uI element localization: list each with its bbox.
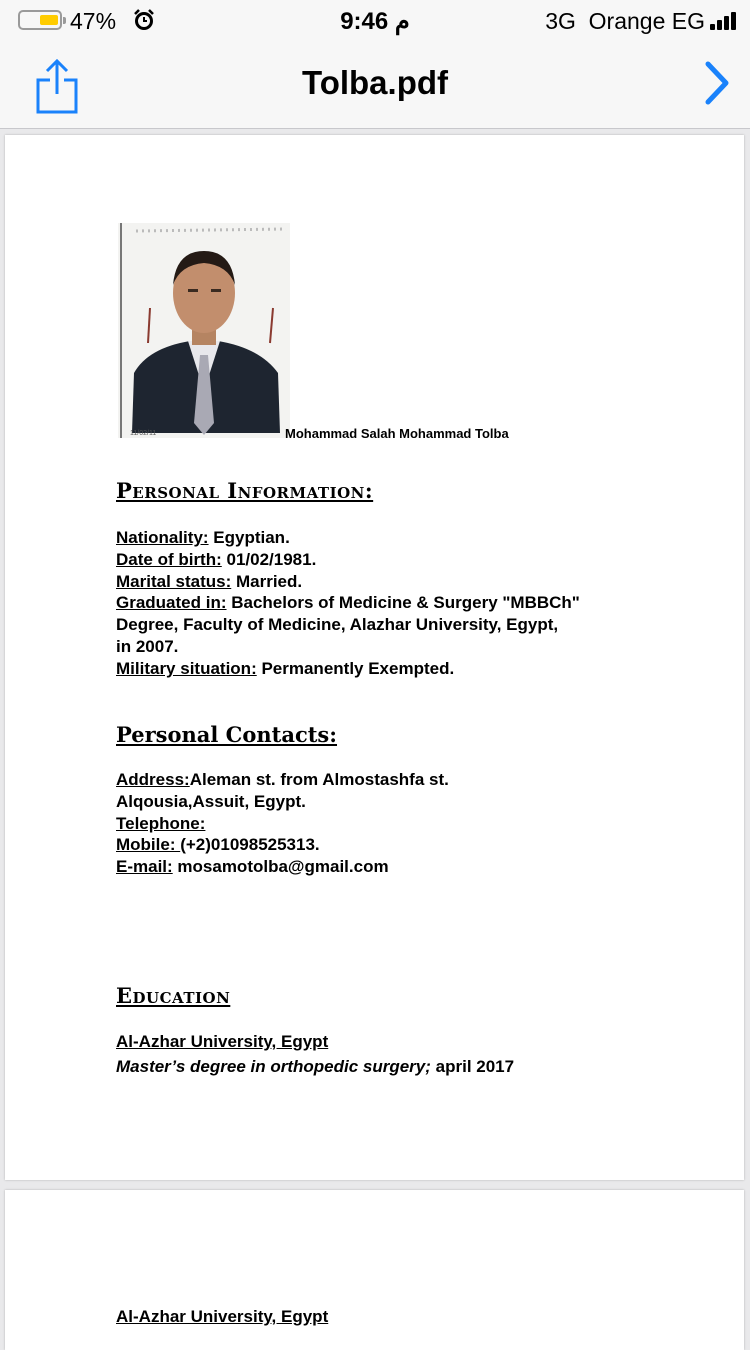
personal-contacts-section [116,769,449,878]
education-heading: Education [116,983,231,1008]
svg-text:11/02/11: 11/02/11 [130,430,157,437]
personal-contacts-heading: Personal Contacts: [116,722,338,747]
pdf-page-2[interactable] [5,1190,744,1350]
university-row: Al-Azhar University, Egypt [116,1032,329,1051]
signal-strength-icon [710,12,738,30]
degree-row: Master’s degree in orthopedic surgery; april 2017 [116,1056,515,1076]
page2-university-row: Al-Azhar University, Egypt [116,1307,329,1326]
address-row-cont: Alqousia,Assuit, Egypt. [116,791,306,811]
battery-percentage: 47% [70,8,117,34]
graduated-row: Graduated in: Bachelors of Medicine & Surgery "MBBCh" [116,593,580,613]
education-section [116,1031,514,1078]
status-bar [0,0,750,40]
graduated-row-cont-2: in 2007. [116,636,179,656]
telephone-row: Telephone: [116,813,206,833]
pdf-page-1[interactable] [5,135,744,1180]
address-row: Address:Aleman st. from Almostashfa st. [116,770,449,789]
graduated-row-cont: Degree, Faculty of Medicine, Alazhar University, Egypt, [116,615,559,635]
marital-row: Marital status: Married. [116,571,303,591]
navigation-bar [0,40,750,129]
email-row: E-mail: mosamotolba@gmail.com [116,857,389,877]
profile-photo [118,223,290,438]
document-title: Tolba.pdf [301,64,449,101]
personal-information-section [116,527,580,680]
status-time: م 9:46 [340,8,410,35]
dob-row: Date of birth: 01/02/1981. [116,549,317,569]
nationality-row: Nationality: Egyptian. [116,528,290,547]
cv-owner-name: Mohammad Salah Mohammad Tolba [285,426,509,441]
personal-information-heading: Personal Information: [116,478,374,503]
mobile-row: Mobile: (+2)01098525313. [116,835,320,855]
chevron-right-icon[interactable] [702,58,732,108]
carrier-label: 3G Orange EG [545,8,705,34]
military-row: Military situation: Permanently Exempted. [116,658,455,678]
